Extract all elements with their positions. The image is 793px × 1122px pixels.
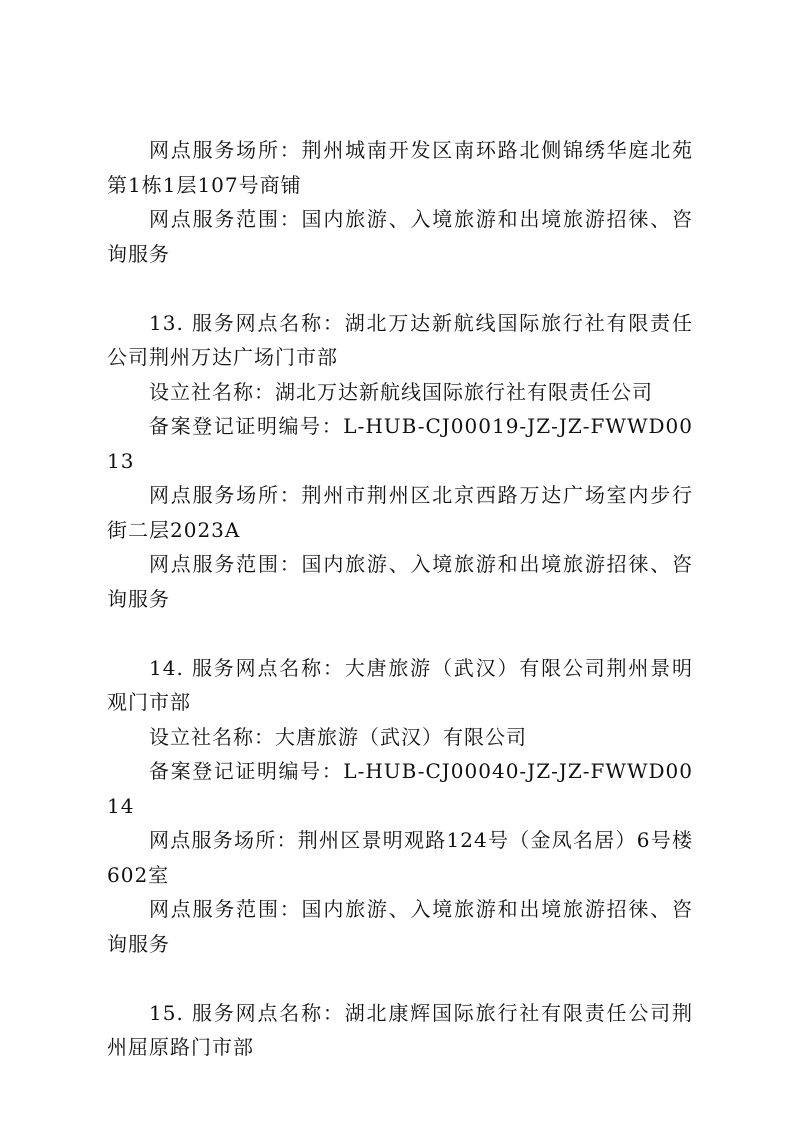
outlet-name-line: 14. 服务网点名称：大唐旅游（武汉）有限公司荆州景明观门市部 xyxy=(107,655,693,714)
service-scope-line: 网点服务范围：国内旅游、入境旅游和出境旅游招徕、咨询服务 xyxy=(107,552,693,611)
registration-number-line: 备案登记证明编号：L-HUB-CJ00019-JZ-JZ-FWWD0013 xyxy=(107,414,693,473)
outlet-name-line: 13. 服务网点名称：湖北万达新航线国际旅行社有限责任公司荆州万达广场门市部 xyxy=(107,310,693,369)
service-location-line: 网点服务场所：荆州区景明观路124号（金凤名居）6号楼602室 xyxy=(107,828,693,887)
service-location-line: 网点服务场所：荆州城南开发区南环路北侧锦绣华庭北苑第1栋1层107号商铺 xyxy=(107,138,693,197)
document-body xyxy=(107,133,693,1065)
entry-spacer xyxy=(107,616,693,651)
registration-number-line: 备案登记证明编号：L-HUB-CJ00040-JZ-JZ-FWWD0014 xyxy=(107,759,693,818)
entry-15 xyxy=(107,996,693,1065)
service-scope-line: 网点服务范围：国内旅游、入境旅游和出境旅游招徕、咨询服务 xyxy=(107,897,693,956)
parent-agency-line: 设立社名称：湖北万达新航线国际旅行社有限责任公司 xyxy=(149,379,653,404)
parent-agency-line: 设立社名称：大唐旅游（武汉）有限公司 xyxy=(149,724,527,749)
entry-13 xyxy=(107,306,693,617)
outlet-name-line: 15. 服务网点名称：湖北康辉国际旅行社有限责任公司荆州屈原路门市部 xyxy=(107,1000,693,1059)
entry-spacer xyxy=(107,961,693,996)
entry-spacer xyxy=(107,271,693,306)
entry-14 xyxy=(107,651,693,962)
service-location-line: 网点服务场所：荆州市荆州区北京西路万达广场室内步行街二层2023A xyxy=(107,483,693,542)
service-scope-line: 网点服务范围：国内旅游、入境旅游和出境旅游招徕、咨询服务 xyxy=(107,207,693,266)
